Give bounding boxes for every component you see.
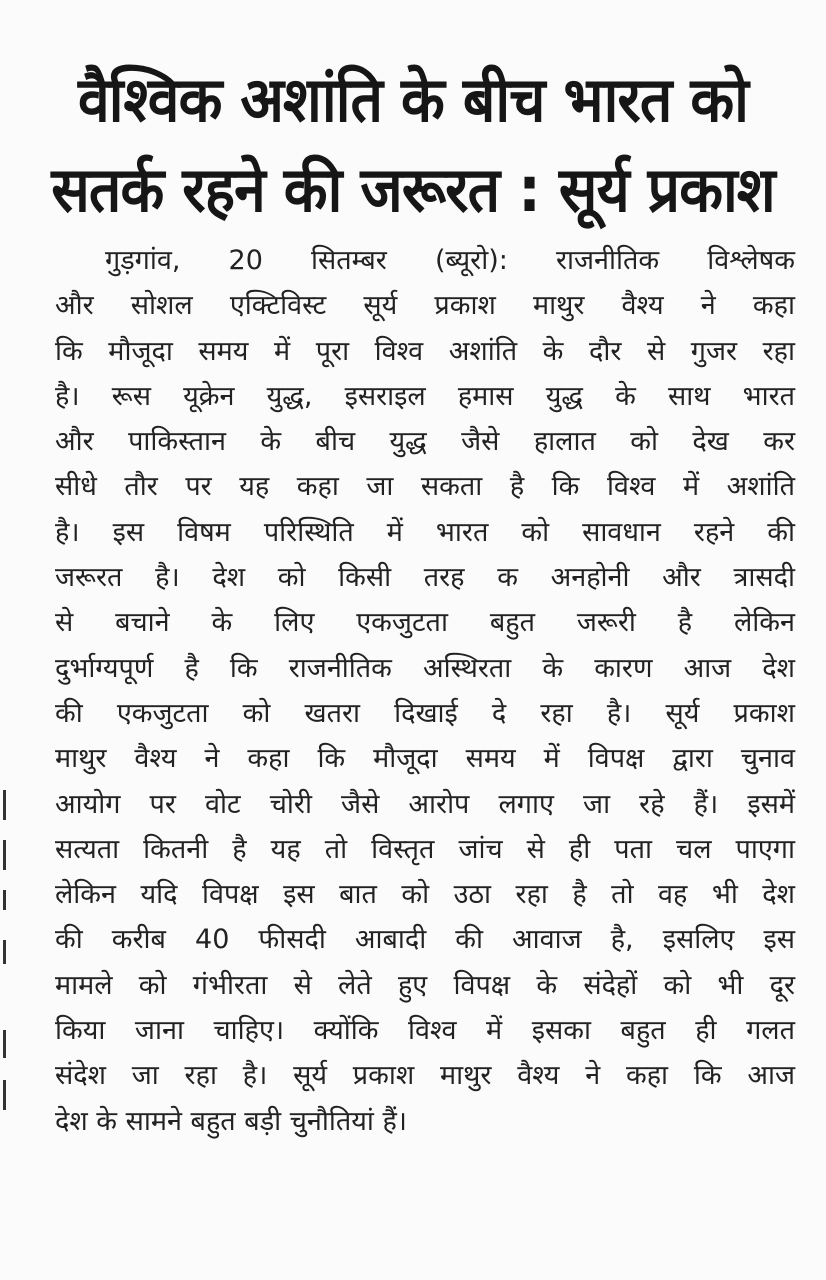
body-line: सत्यता कितनी है यह तो विस्तृत जांच से ही पता चल पाएगा [55,833,795,865]
text-fragment [3,940,6,964]
body-line: सीधे तौर पर यह कहा जा सकता है कि विश्व में अशांति [55,471,795,503]
body-line: जरूरत है। देश को किसी तरह क अनहोनी और त्रासदी [55,562,795,594]
body-line: किया जाना चाहिए। क्योंकि विश्व में इसका बहुत ही गलत [55,1015,795,1047]
body-line: मामले को गंभीरता से लेते हुए विपक्ष के संदेहों को भी दूर [55,969,795,1001]
text-fragment [3,890,6,910]
text-fragment [3,790,6,820]
body-line: से बचाने के लिए एकजुटता बहुत जरूरी है लेकिन [55,607,795,639]
body-line: है। इस विषम परिस्थिति में भारत को सावधान रहने की [55,516,795,548]
text-fragment [3,1030,6,1058]
headline-line-2: सतर्क रहने की जरूरत : सूर्य प्रकाश [51,153,775,226]
body-line: और पाकिस्तान के बीच युद्ध जैसे हालात को देख कर [55,426,795,458]
text-fragment [3,840,6,870]
body-line: आयोग पर वोट चोरी जैसे आरोप लगाए जा रहे हैं। इसमें [55,788,795,820]
body-line: दुर्भाग्यपूर्ण है कि राजनीतिक अस्थिरता के कारण आज देश [55,652,795,684]
body-line: माथुर वैश्य ने कहा कि मौजूदा समय में विपक्ष द्वारा चुनाव [55,743,795,775]
adjacent-column-fragment [0,780,14,1260]
text-fragment [3,1080,6,1110]
body-line: देश के सामने बहुत बड़ी चुनौतियां हैं। [55,1105,408,1137]
body-line: और सोशल एक्टिविस्ट सूर्य प्रकाश माथुर वैश्य ने कहा [55,290,795,322]
body-line: की एकजुटता को खतरा दिखाई दे रहा है। सूर्य प्रकाश [55,697,795,729]
body-line: संदेश जा रहा है। सूर्य प्रकाश माथुर वैश्य ने कहा कि आज [55,1060,795,1092]
body-line: कि मौजूदा समय में पूरा विश्व अशांति के दौर से गुजर रहा [55,335,795,367]
body-line: लेकिन यदि विपक्ष इस बात को उठा रहा है तो वह भी देश [55,879,795,911]
body-line: की करीब 40 फीसदी आबादी की आवाज है, इसलिए इस [55,924,795,956]
body-line: है। रूस यूक्रेन युद्ध, इसराइल हमास युद्ध के साथ भारत [55,380,795,412]
headline [33,55,793,235]
headline-line-1: वैश्विक अशांति के बीच भारत को [77,63,749,136]
body-line: गुड़गांव, 20 सितम्बर (ब्यूरो): राजनीतिक विश्लेषक [105,245,795,276]
article-body [55,238,795,1144]
